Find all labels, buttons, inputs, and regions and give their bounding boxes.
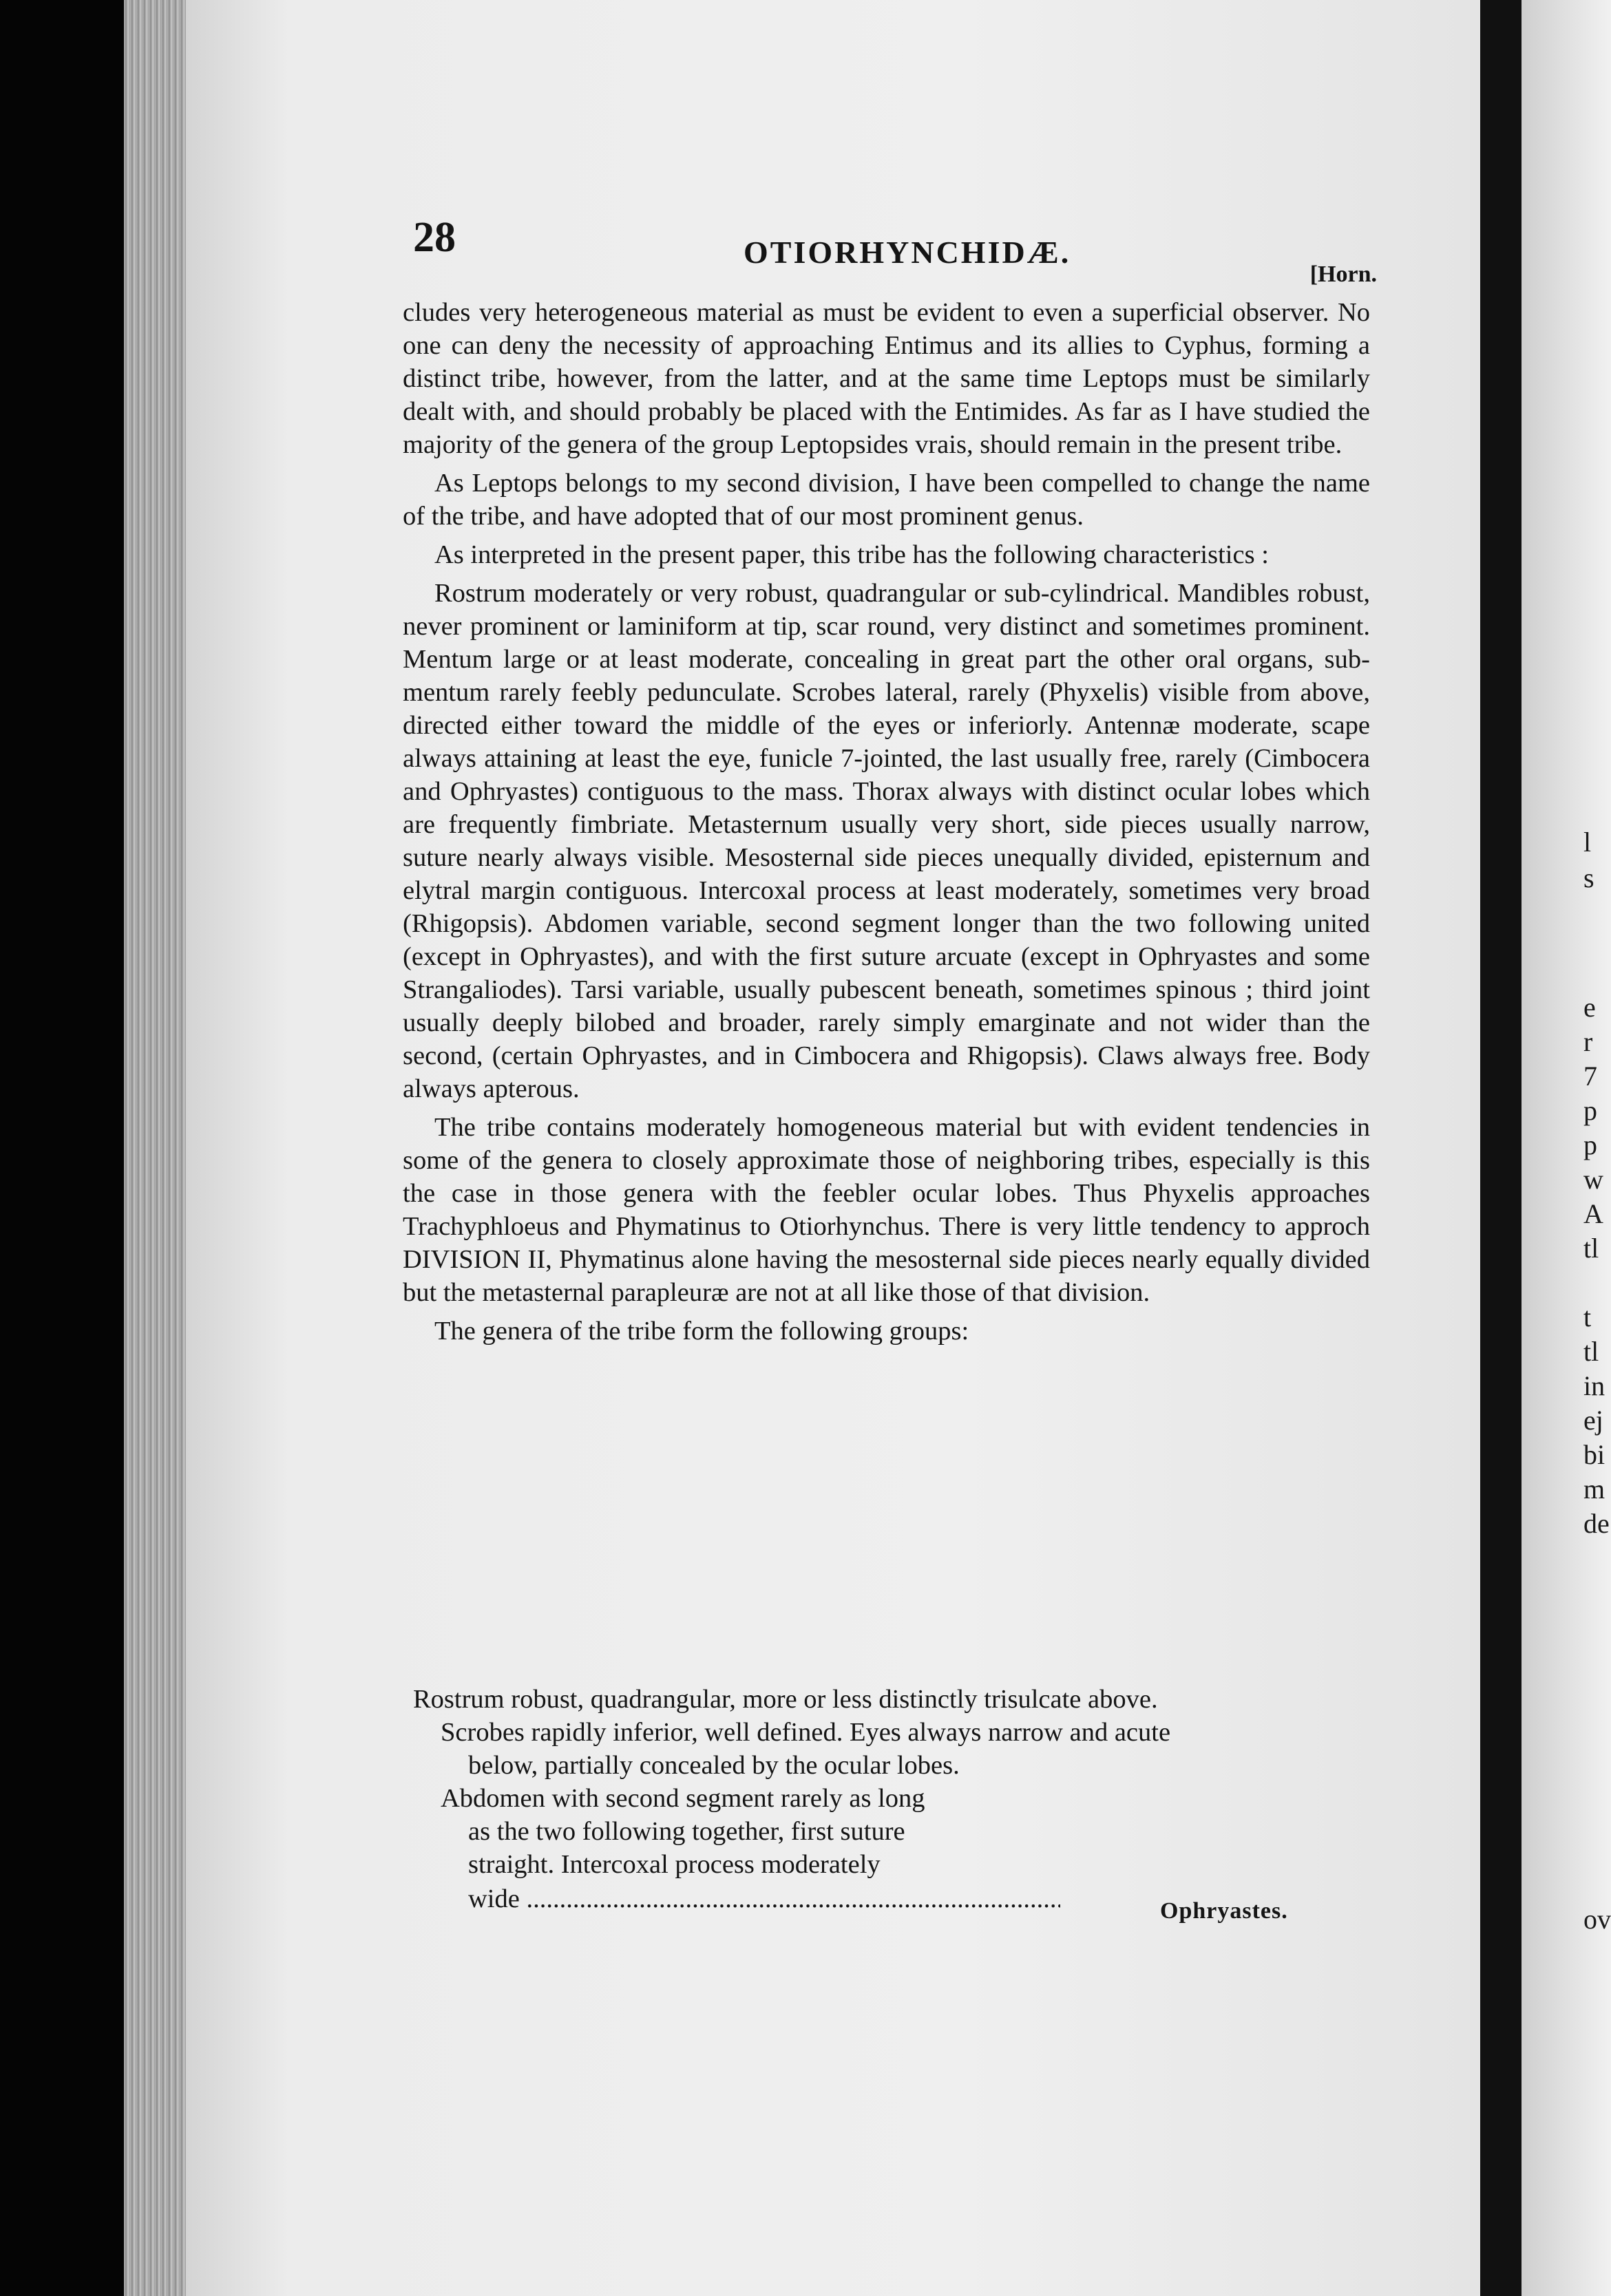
paragraph: As interpreted in the present paper, this tribe has the following characteristics :: [434, 540, 1269, 569]
key-leader-row: [406, 1882, 1377, 1924]
facing-fragment: m: [1583, 1474, 1605, 1505]
facing-fragment: in: [1583, 1370, 1605, 1401]
book-gutter: [1480, 0, 1522, 2296]
key-couplet-continuation: as the two following together, first suture: [468, 1817, 905, 1846]
facing-fragment: A: [1583, 1198, 1603, 1229]
key-couplet: Scrobes rapidly inferior, well defined. Eyes always narrow and acute: [441, 1718, 1171, 1747]
facing-fragment: tl: [1583, 1233, 1599, 1264]
facing-fragment: de: [1583, 1508, 1610, 1539]
facing-fragment: r: [1583, 1026, 1593, 1057]
facing-fragment: tl: [1583, 1336, 1599, 1367]
facing-page-edge: [1522, 0, 1611, 2296]
paragraph: The tribe contains moderately homogeneous material but with evident tendencies in some of the genera to closely approximate those of neighboring tribes, especially is this the case in those genera with the feebler ocular lobes. Thus Phyxelis approaches Trachyphloeus and Phymatinus to Otiorhynchus. There is very little tendency to approch DIVISION II, Phymatinus alone having the mesosternal side pieces nearly equally divided but the metasternal parapleuræ are not at all like those of that division.: [403, 1113, 1370, 1307]
paragraph: cludes very heterogeneous material as must be evident to even a superficial observer. No one can deny the necessity of approaching Entimus and its allies to Cyphus, forming a distinct tribe, however, from the latter, and at the same time Leptops must be similarly dealt with, and should probably be placed with the Entimides. As far as I have studied the majority of the genera of the group Leptopsides vrais, should remain in the present tribe.: [403, 298, 1370, 459]
page-number: 28: [413, 214, 456, 261]
facing-fragment: e: [1583, 992, 1596, 1023]
facing-fragment: p: [1583, 1129, 1597, 1160]
body-text: [403, 296, 1370, 1353]
key-couplet: Abdomen with second segment rarely as long: [441, 1784, 925, 1813]
running-header: [413, 206, 1377, 287]
paragraph: The genera of the tribe form the following groups:: [434, 1317, 969, 1346]
facing-fragment: ej: [1583, 1405, 1603, 1436]
paragraph: Rostrum moderately or very robust, quadrangular or sub-cylindrical. Mandibles robust, never prominent or laminiform at tip, scar round, very distinct and sometimes prominent. Mentum large or at least moderate, concealing in great part the other oral organs, sub-mentum rarely feebly pedunculate. Scrobes lateral, rarely (Phyxelis) visible from above, directed either toward the middle of the eyes or inferiorly. Antennæ moderate, scape always attaining at least the eye, funicle 7-jointed, the last usually free, rarely (Cimbocera and Ophryastes) contiguous to the mass. Thorax always with distinct ocular lobes which are frequently fimbriate. Metasternum usually very short, side pieces usually narrow, suture nearly always visible. Mesosternal side pieces unequally divided, episternum and elytral margin contiguous. Intercoxal process at least moderately, sometimes very broad (Rhigopsis). Abdomen variable, second segment longer than the two following united (except in Ophryastes), and with the first suture arcuate (except in Ophryastes and some Strangaliodes). Tarsi variable, usually pubescent beneath, sometimes spinous ; third joint usually deeply bilobed and broader, rarely simply emarginate and not wider than the second, (certain Ophryastes, and in Cimbocera and Rhigopsis). Claws always free. Body always apterous.: [403, 579, 1370, 1103]
key-couplet-continuation: straight. Intercoxal process moderately: [468, 1850, 881, 1879]
facing-fragment: t: [1583, 1301, 1592, 1332]
scan-background: [0, 0, 124, 2296]
facing-fragment: s: [1583, 862, 1594, 893]
facing-fragment: p: [1583, 1095, 1597, 1126]
genus-name: Ophryastes.: [1160, 1898, 1288, 1924]
key-leader: wide .....: [468, 1882, 1060, 1915]
genera-key: [406, 1683, 1377, 1924]
key-couplet: Rostrum robust, quadrangular, more or less distinctly trisulcate above.: [413, 1685, 1158, 1714]
paragraph: As Leptops belongs to my second division, I have been compelled to change the name of the tribe, and have adopted that of our most prominent genus.: [403, 469, 1370, 531]
facing-fragment: l: [1583, 827, 1592, 858]
book-page-edges: [124, 0, 193, 2296]
facing-fragment: bi: [1583, 1439, 1605, 1470]
facing-fragment: 7: [1583, 1061, 1597, 1092]
facing-fragment: ov: [1583, 1904, 1611, 1935]
key-couplet-continuation: below, partially concealed by the ocular lobes.: [468, 1751, 960, 1780]
author-tag: [Horn.: [1309, 262, 1377, 287]
running-title: OTIORHYNCHIDÆ.: [744, 235, 1071, 270]
facing-fragment: w: [1583, 1164, 1603, 1195]
